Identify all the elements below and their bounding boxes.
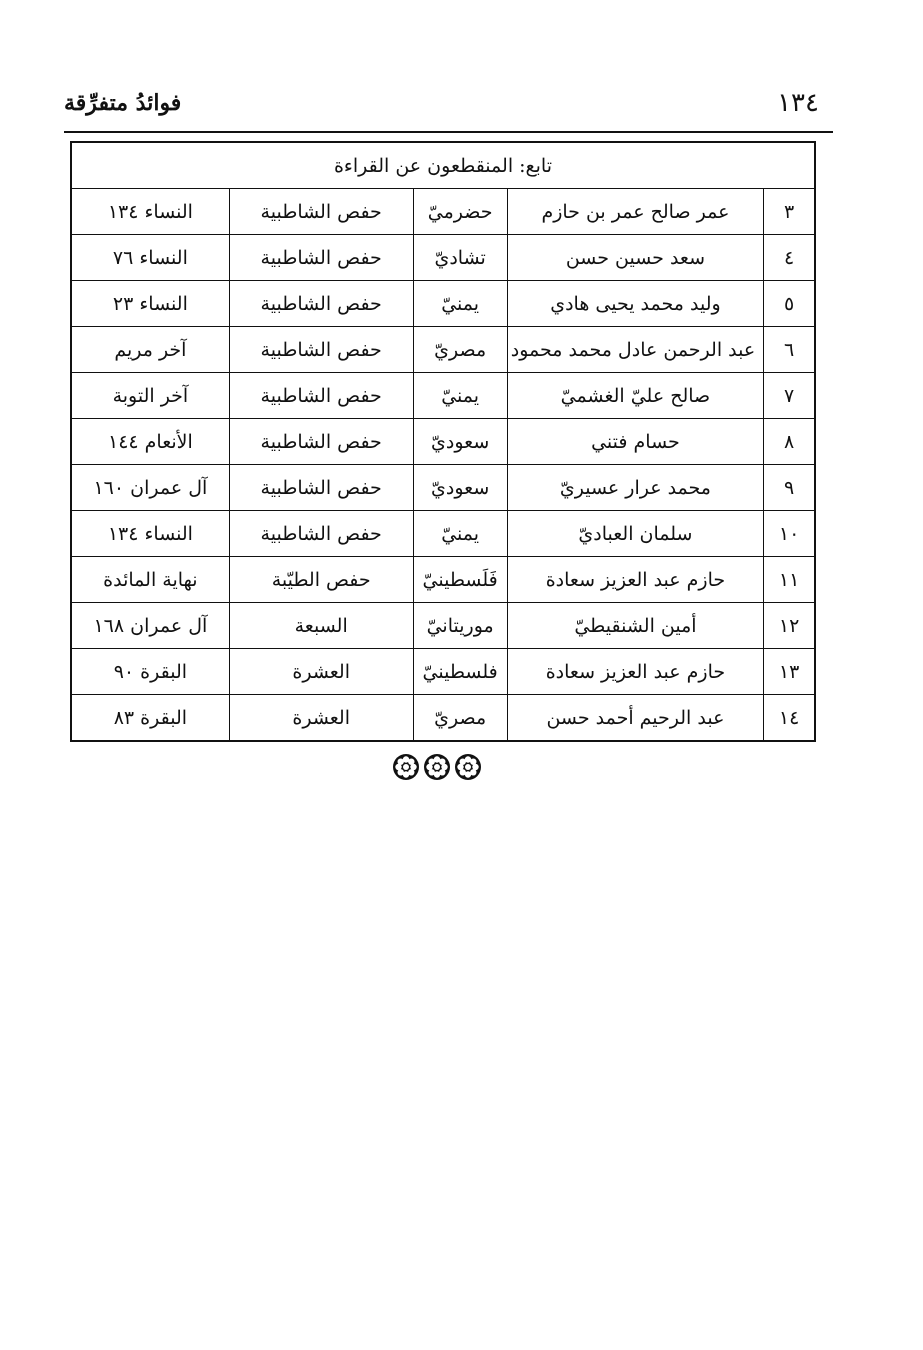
reciter-name: أمين الشنقيطيّ [507,603,764,649]
table-row [71,511,815,557]
row-number: ١٢ [764,603,815,649]
stopping-point: النساء ٧٦ [71,235,229,281]
stopping-point: آل عمران ١٦٠ [71,465,229,511]
reciter-name: سعد حسين حسن [507,235,764,281]
table-row [71,695,815,742]
table-row [71,465,815,511]
stopping-point: الأنعام ١٤٤ [71,419,229,465]
reciter-riwaya: حفص الشاطبية [229,189,413,235]
reciter-origin: يمنيّ [413,373,507,419]
reciter-name: سلمان العباديّ [507,511,764,557]
table-caption: تابع: المنقطعون عن القراءة [71,142,815,189]
reciter-riwaya: العشرة [229,695,413,742]
reciter-origin: موريتانيّ [413,603,507,649]
row-number: ٣ [764,189,815,235]
row-number: ١١ [764,557,815,603]
table-row [71,649,815,695]
stopping-point: آخر التوبة [71,373,229,419]
stopping-point: النساء ٢٣ [71,281,229,327]
reciter-riwaya: حفص الشاطبية [229,327,413,373]
stopping-point: البقرة ٩٠ [71,649,229,695]
running-title: فوائدُ متفرِّقة [64,90,182,116]
stopping-point: النساء ١٣٤ [71,189,229,235]
row-number: ١٣ [764,649,815,695]
reciter-riwaya: حفص الشاطبية [229,465,413,511]
reciter-riwaya: السبعة [229,603,413,649]
reciter-riwaya: العشرة [229,649,413,695]
row-number: ٧ [764,373,815,419]
reciter-riwaya: حفص الطيّبة [229,557,413,603]
reciter-riwaya: حفص الشاطبية [229,511,413,557]
stopping-point: آخر مريم [71,327,229,373]
reciter-name: عبد الرحيم أحمد حسن [507,695,764,742]
table-row [71,419,815,465]
table-row [71,373,815,419]
rosette-icon [454,753,482,781]
reciter-riwaya: حفص الشاطبية [229,235,413,281]
reciter-origin: يمنيّ [413,511,507,557]
table-row [71,235,815,281]
reciter-origin: يمنيّ [413,281,507,327]
rosette-icon [392,753,420,781]
stopping-point: نهاية المائدة [71,557,229,603]
reciter-origin: سعوديّ [413,465,507,511]
reciter-name: حازم عبد العزيز سعادة [507,649,764,695]
reciter-origin: فلسطينيّ [413,649,507,695]
page-header [64,88,819,128]
reciter-origin: تشاديّ [413,235,507,281]
reciter-name: حازم عبد العزيز سعادة [507,557,764,603]
table-row [71,603,815,649]
reciter-name: محمد عرار عسيريّ [507,465,764,511]
reciter-riwaya: حفص الشاطبية [229,373,413,419]
row-number: ١٠ [764,511,815,557]
table-row [71,189,815,235]
end-ornament [392,753,482,785]
reciter-name: وليد محمد يحيى هادي [507,281,764,327]
table-row [71,557,815,603]
table-row [71,281,815,327]
reciter-origin: حضرميّ [413,189,507,235]
reciter-name: عمر صالح عمر بن حازم [507,189,764,235]
stopping-point: النساء ١٣٤ [71,511,229,557]
header-rule [64,131,833,133]
reciter-origin: سعوديّ [413,419,507,465]
row-number: ٥ [764,281,815,327]
row-number: ٤ [764,235,815,281]
table-caption-row [71,142,815,189]
page-number: ١٣٤ [777,88,819,118]
row-number: ٦ [764,327,815,373]
rosette-icon [423,753,451,781]
reciters-table [70,141,816,742]
table-row [71,327,815,373]
reciter-name: حسام فتني [507,419,764,465]
stopping-point: آل عمران ١٦٨ [71,603,229,649]
reciter-origin: مصريّ [413,327,507,373]
reciter-origin: مصريّ [413,695,507,742]
reciter-riwaya: حفص الشاطبية [229,281,413,327]
reciter-riwaya: حفص الشاطبية [229,419,413,465]
row-number: ٩ [764,465,815,511]
reciter-origin: فَلَسطينيّ [413,557,507,603]
row-number: ٨ [764,419,815,465]
reciter-name: عبد الرحمن عادل محمد محمود [507,327,764,373]
reciter-name: صالح عليّ الغشميّ [507,373,764,419]
row-number: ١٤ [764,695,815,742]
stopping-point: البقرة ٨٣ [71,695,229,742]
